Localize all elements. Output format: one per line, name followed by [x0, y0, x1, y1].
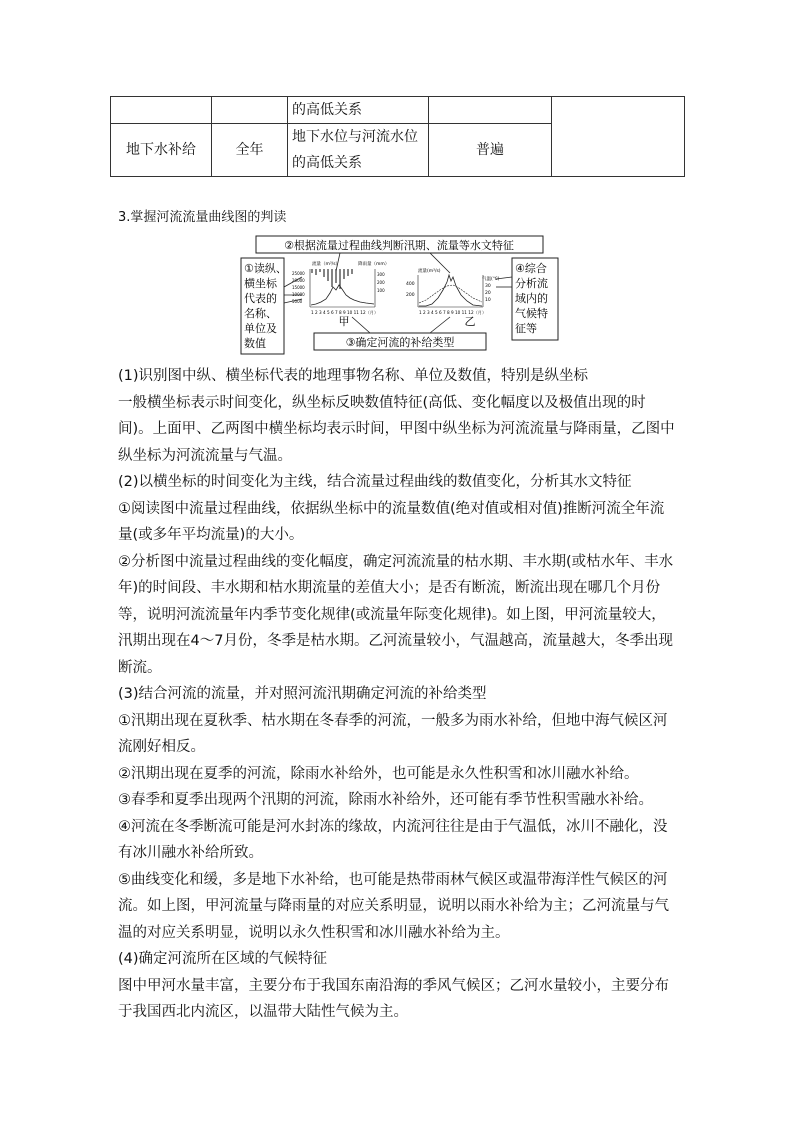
chart-b-yticks-left [406, 281, 415, 298]
chart-a-flow-line [311, 285, 374, 305]
table-cell [111, 97, 212, 124]
paragraph: 一般横坐标表示时间变化，纵坐标反映数值特征(高低、变化幅度以及极值出现的时间)。上面甲、乙两图中横坐标均表示时间，甲图中纵坐标为河流流量与降雨量，乙图中纵坐标为河流流量与气温。 [118, 394, 675, 464]
paragraph: 图中甲河水量丰富，主要分布于我国东南沿海的季风气候区；乙河水量较小，主要分布于我国西北内流区，以温带大陆性气候为主。 [118, 977, 669, 1020]
y-tick: 100 [377, 288, 385, 293]
left-box-line: ①读纵、 [244, 262, 287, 275]
paragraph: ②汛期出现在夏季的河流，除雨水补给外，也可能是永久性积雪和冰川融水补给。 [118, 765, 639, 782]
diagram-top-box-text: ②根据流量过程曲线判断汛期、流量等水文特征 [284, 239, 514, 252]
right-box-line: 气候特 [515, 307, 548, 320]
paragraph: ②分析图中流量过程曲线的变化幅度，确定河流流量的枯水期、丰水期(或枯水年、丰水年)的时间段、丰水期和枯水期流量的差值大小；是否有断流，断流出现在哪几个月份等，说明河流流量年内季节变化规律(或流量年际变化规律)。如上图，甲河流量较大，汛期出现在4～7月份，冬季是枯水期。乙河流量较小，气温越高，流量越大，冬季出现断流。 [118, 553, 674, 676]
chart-b [406, 267, 500, 328]
chart-b-label: 乙 [464, 315, 476, 328]
section-title: 3.掌握河流流量曲线图的判读 [118, 210, 287, 225]
table-cell: 普遍 [429, 124, 552, 177]
left-box-line: 数值 [244, 337, 266, 350]
paragraph: ④河流在冬季断流可能是河水封冻的缘故，内流河往往是由于气温低，冰川不融化，没有冰川融水补给所致。 [118, 818, 668, 861]
table-cell: 的高低关系 [288, 97, 429, 124]
table-cell-line: 的高低关系 [292, 155, 362, 171]
chart-a-yticks-left [292, 271, 305, 304]
y-tick: 10 [485, 298, 491, 303]
left-box-line: 单位及 [244, 322, 277, 335]
chart-a-ylabel-left: 流量（m³/s） [312, 262, 341, 267]
y-tick: 5000 [292, 299, 303, 304]
chart-a-xticks: 1 2 3 4 5 6 7 8 9 10 11 12（月） [311, 310, 379, 315]
chart-a-rain-bars [312, 269, 352, 289]
y-tick: 10000 [292, 292, 305, 297]
chart-b-ylabel-left: 流量(m³/s) [418, 269, 441, 274]
table-cell: 地下水补给 [111, 124, 212, 177]
y-tick: 20000 [292, 278, 305, 283]
paragraph: (2)以横坐标的时间变化为主线，结合流量过程曲线的数值变化，分析其水文特征 [118, 474, 632, 490]
diagram-bottom-box-text: ③确定河流的补给类型 [345, 336, 455, 349]
y-tick: 200 [406, 293, 415, 298]
table-row [111, 97, 685, 124]
chart-b-xticks: 1 2 3 4 5 6 7 8 9 10 11 12（月） [419, 310, 487, 315]
y-tick: 15000 [292, 285, 305, 290]
chart-b-yticks-right [485, 283, 491, 303]
y-tick: 400 [406, 282, 415, 287]
paragraph: ①阅读图中流量过程曲线，依据纵坐标中的流量数值(绝对值或相对值)推断河流全年流量(或多年平均流量)的大小。 [118, 500, 665, 543]
chart-a-ylabel-right: 降雨量（mm） [358, 262, 390, 267]
right-box-line: ④综合 [515, 262, 547, 275]
y-tick: 30 [485, 284, 491, 289]
arrow [430, 317, 450, 333]
y-tick: 300 [377, 272, 385, 277]
paragraph: ⑤曲线变化和缓，多是地下水补给，也可能是热带雨林气候区或温带海洋性气候区的河流。如上图，甲河流量与降雨量的对应关系明显，说明以雨水补给为主；乙河流量与气温的对应关系明显，说明以永久性积雪和冰川融水补给为主。 [118, 871, 669, 941]
right-box-line: 域内的 [515, 292, 548, 305]
paragraph: ①汛期出现在夏秋季、枯水期在冬春季的河流，一般多为雨水补给，但地中海气候区河流刚好相反。 [118, 712, 668, 755]
table-cell-line: 地下水位与河流水位 [292, 129, 418, 145]
table-cell [429, 97, 552, 124]
hydrograph-diagram [240, 235, 560, 357]
right-box-line: 征等 [515, 322, 537, 335]
paragraph: (4)确定河流所在区域的气候特征 [118, 951, 328, 967]
chart-a-yticks-right [377, 272, 385, 293]
supply-type-table [110, 96, 685, 177]
left-box-line: 横坐标 [244, 277, 277, 290]
table-cell [288, 124, 429, 177]
table-cell [212, 97, 288, 124]
chart-b-temp-line [419, 285, 482, 303]
chart-a [292, 260, 389, 328]
table-cell: 全年 [212, 124, 288, 177]
paragraph: (1)识别图中纵、横坐标代表的地理事物名称、单位及数值，特别是纵坐标 [118, 368, 589, 384]
paragraph: (3)结合河流的流量，并对照河流汛期确定河流的补给类型 [118, 686, 487, 702]
left-box-line: 代表的 [244, 292, 277, 305]
y-tick: 20 [485, 291, 491, 296]
analysis-text [118, 363, 678, 1026]
chart-b-flow-line [419, 275, 482, 306]
arrow [352, 317, 370, 333]
chart-b-ylabel-right: 气温(℃) [482, 277, 500, 282]
table-cell [552, 97, 685, 177]
paragraph: ③春季和夏季出现两个汛期的河流，除雨水补给外，还可能有季节性积雪融水补给。 [118, 792, 653, 808]
right-box-line: 分析流 [515, 277, 548, 290]
y-tick: 25000 [292, 271, 305, 276]
chart-a-label: 甲 [338, 315, 350, 328]
left-box-line: 名称、 [244, 307, 277, 320]
y-tick: 200 [377, 280, 385, 285]
